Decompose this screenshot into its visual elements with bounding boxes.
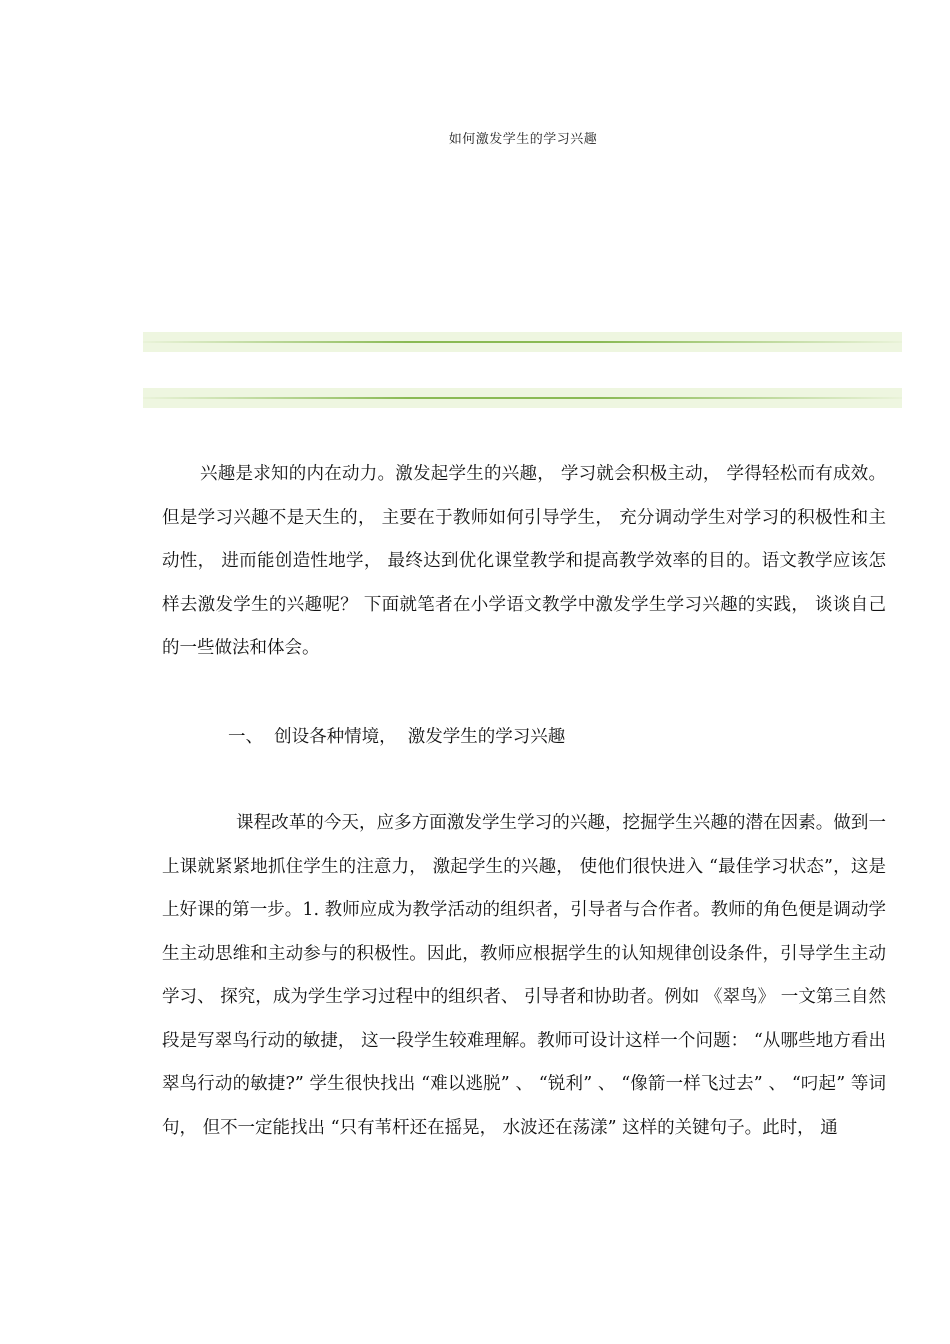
section-1-paragraph: 课程改革的今天，应多方面激发学生学习的兴趣，挖掘学生兴趣的潜在因素。做到一上课就紧紧地抓住学生的注意力， 激起学生的兴趣， 使他们很快进入 “最佳学习状态”，这是上好课的第一步。1. 教师应成为教学活动的组织者，引导者与合作者。教师的角色便是调动学生主动思维和主动参与的积极性。因此，教师应根据学生的认知规律创设条件，引导学生主动学习、 探究，成为学生学习过程中的组织者、 引导者和协助者。例如 《翠鸟》 一文第三自然段是写翠鸟行动的敏捷， 这一段学生较难理解。教师可设计这样一个问题： “从哪些地方看出翠鸟行动的敏捷?” 学生很快找出 “难以逃脱” 、 “锐利” 、 “像箭一样飞过去” 、 “叼起” 等词句， 但不一定能找出 “只有苇杆还在摇晃， 水波还在荡漾” 这样的关键句子。此时， 通 bbox=[162, 813, 886, 1138]
decorative-divider-bottom bbox=[143, 388, 902, 408]
section-heading-1: 一、 创设各种情境， 激发学生的学习兴趣 bbox=[228, 727, 566, 747]
page-title: 如何激发学生的学习兴趣 bbox=[448, 132, 598, 147]
decorative-divider-top bbox=[143, 332, 902, 352]
intro-paragraph: 兴趣是求知的内在动力。激发起学生的兴趣， 学习就会积极主动， 学得轻松而有成效。但是学习兴趣不是天生的， 主要在于教师如何引导学生， 充分调动学生对学习的积极性和主动性， 进而能创造性地学， 最终达到优化课堂教学和提高教学效率的目的。语文教学应该怎样去激发学生的兴趣呢？ 下面就笔者在小学语文教学中激发学生学习兴趣的实践， 谈谈自己的一些做法和体会。 bbox=[162, 464, 886, 658]
